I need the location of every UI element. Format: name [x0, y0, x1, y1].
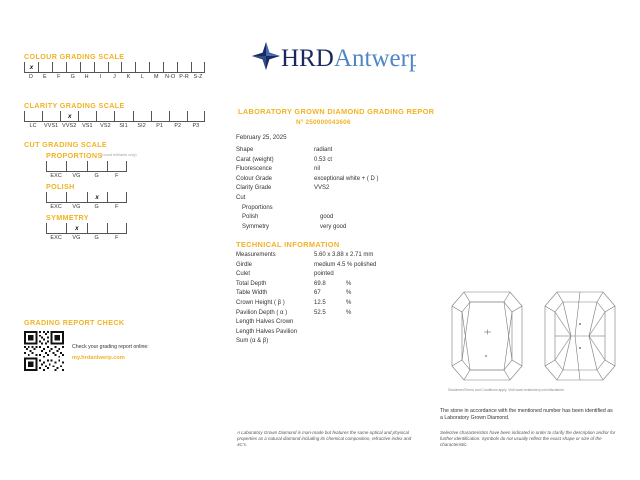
symmetry-scale-label-exc: EXC [50, 235, 62, 241]
report-row [236, 195, 430, 205]
report-key: Fluorescence [236, 166, 273, 173]
colour-scale-label-l: L [140, 74, 144, 80]
polish-title: POLISH [46, 182, 75, 191]
colour-grading-scale [24, 62, 205, 80]
clarity-scale-bar [24, 111, 205, 122]
technical-value: 52.5 [314, 309, 326, 316]
report-value: VVS2 [314, 185, 330, 192]
clarity-scale-cell-lc [24, 111, 42, 122]
report-key: Symmetry [242, 223, 269, 230]
lab-grown-disclaimer: A Laboratory Grown Diamond is man-made but features the same optical and physical properties as a natural diamond including its chemical composition, refractive index and 4C's. [237, 430, 412, 447]
clarity-scale-label-p3: P3 [192, 123, 200, 129]
report-date: February 25, 2025 [236, 134, 287, 141]
technical-value: medium 4.5 % polished [314, 261, 377, 268]
colour-scale-bar [24, 62, 205, 73]
report-value: radiant [314, 147, 333, 153]
report-row [236, 214, 430, 224]
colour-scale-cell-k [121, 62, 135, 73]
report-details-table [236, 147, 430, 233]
technical-key: Culet [236, 271, 251, 278]
polish-scale-cell-exc [46, 192, 66, 203]
technical-row [236, 281, 351, 291]
diamond-pavilion-diagram [541, 288, 619, 389]
colour-scale-cell-j [108, 62, 122, 73]
technical-information-table [236, 252, 377, 348]
polish-scale-label-exc: EXC [50, 204, 62, 210]
colour-scale-label-f: F [57, 74, 61, 80]
polish-scale [46, 192, 127, 210]
colour-scale-label-s-z: S-Z [193, 74, 203, 80]
report-value: 0.53 ct [314, 156, 333, 163]
polish-scale-bar [46, 192, 127, 203]
technical-row [236, 319, 351, 329]
technical-key: Length Halves Pavilion [236, 328, 298, 335]
colour-scale-label-g: G [70, 74, 75, 80]
diamond-crown-diagram [448, 288, 526, 389]
hrd-antwerp-logo [251, 40, 416, 79]
proportions-scale-label-vg: VG [72, 173, 81, 179]
colour-scale-label-j: J [113, 74, 116, 80]
technical-unit: % [346, 280, 352, 287]
colour-scale-cell-i [94, 62, 108, 73]
polish-scale-cell-f [107, 192, 127, 203]
colour-scale-labels [24, 74, 205, 80]
clarity-scale-label-p1: P1 [156, 123, 164, 129]
qr-instruction-text: Check your grading report online: [72, 344, 149, 350]
colour-scale-cell-n-o [163, 62, 177, 73]
grading-report-link[interactable]: my.hrdantwerp.com [72, 355, 125, 361]
report-row [236, 176, 430, 186]
polish-scale-cell-g [87, 192, 107, 203]
pavilion-diagram-svg [541, 288, 619, 384]
colour-scale-label-m: M [153, 74, 159, 80]
symmetry-scale-labels [46, 235, 127, 241]
logo-hrd: HRD [281, 45, 334, 72]
technical-row [236, 261, 377, 272]
report-key: Colour Grade [236, 175, 273, 182]
report-row [236, 205, 430, 215]
symmetry-scale-cell-g [87, 223, 107, 234]
proportions-scale-label-exc: EXC [50, 173, 62, 179]
proportions-scale-labels [46, 173, 127, 179]
report-row [236, 166, 430, 176]
colour-scale-label-p-r: P-R [179, 74, 189, 80]
clarity-scale-label-si2: SI2 [137, 123, 146, 129]
polish-scale-label-g: G [94, 204, 99, 210]
grading-report-check-title: GRADING REPORT CHECK [24, 318, 125, 327]
clarity-scale-label-vvs1: VVS1 [44, 123, 59, 129]
qr-code-svg [24, 331, 64, 371]
colour-scale-label-n-o: N-O [165, 74, 176, 80]
clarity-scale-cell-p3 [187, 111, 205, 122]
technical-key: Girdle [236, 261, 253, 268]
symmetry-scale [46, 223, 127, 241]
clarity-scale-label-si1: SI1 [119, 123, 128, 129]
colour-scale-cell-m [149, 62, 163, 73]
report-value: exceptional white + ( D ) [314, 175, 379, 182]
technical-key: Crown Height ( β ) [236, 299, 285, 306]
clarity-scale-label-vs1: VS1 [82, 123, 93, 129]
technical-value: 69.8 [314, 280, 326, 287]
technical-row [236, 338, 351, 348]
clarity-scale-cell-si2 [133, 111, 151, 122]
technical-row [236, 329, 351, 339]
proportions-scale-cell-g [87, 161, 107, 172]
colour-scale-label-i: I [99, 74, 102, 80]
colour-scale-cell-g [66, 62, 80, 73]
report-value: nil [314, 166, 321, 173]
polish-scale-cell-vg [66, 192, 86, 203]
clarity-scale-mark: x [68, 112, 72, 120]
colour-scale-cell-l [135, 62, 149, 73]
clarity-scale-title: CLARITY GRADING SCALE [24, 101, 125, 110]
clarity-scale-labels [24, 123, 205, 129]
clarity-scale-cell-vs1 [78, 111, 96, 122]
proportions-scale-cell-vg [66, 161, 86, 172]
technical-key: Length Halves Crown [236, 319, 294, 326]
symmetry-scale-mark: x [75, 224, 79, 232]
report-key: Cut [236, 194, 246, 201]
cut-scale-title: CUT GRADING SCALE [24, 140, 108, 149]
identification-note: The stone in accordance with the mentioned number has been identified as a Laboratory Grown Diamond. [440, 408, 613, 421]
polish-scale-label-f: F [115, 204, 119, 210]
proportions-scale-label-g: G [94, 173, 99, 179]
technical-key: Total Depth [236, 280, 267, 287]
polish-scale-labels [46, 204, 127, 210]
logo-svg [251, 40, 416, 74]
report-row [236, 147, 430, 157]
clarity-scale-label-vs2: VS2 [100, 123, 111, 129]
colour-scale-title: COLOUR GRADING SCALE [24, 52, 125, 61]
clarity-scale-cell-p1 [151, 111, 169, 122]
diamond-star-icon [252, 42, 280, 70]
report-row [236, 185, 430, 195]
clarity-scale-cell-vvs2 [60, 111, 78, 122]
technical-row [236, 300, 351, 310]
crown-diagram-svg [448, 288, 526, 384]
colour-scale-cell-d [24, 62, 38, 73]
report-title: LABORATORY GROWN DIAMOND GRADING REPOR [238, 107, 435, 116]
proportions-scale-label-f: F [115, 173, 119, 179]
technical-key: Sum (α & β) [236, 338, 269, 345]
colour-scale-mark: x [29, 63, 34, 71]
symmetry-scale-cell-exc [46, 223, 66, 234]
colour-scale-label-k: K [126, 74, 131, 80]
technical-value: 67 [314, 290, 321, 297]
proportions-scale-cell-exc [46, 161, 66, 172]
symmetry-scale-label-f: F [115, 235, 119, 241]
report-row [236, 224, 430, 234]
logo-antwerp: Antwerp [334, 45, 416, 72]
technical-row [236, 290, 351, 300]
clarity-scale-cell-p2 [169, 111, 187, 122]
clarity-scale-cell-vs2 [96, 111, 114, 122]
clarity-scale-cell-si1 [114, 111, 132, 122]
technical-row [236, 310, 351, 320]
colour-scale-cell-s-z [191, 62, 205, 73]
polish-scale-mark: x [95, 193, 99, 201]
report-key: Clarity Grade [236, 185, 272, 192]
symmetry-scale-bar [46, 223, 127, 234]
symmetry-scale-cell-vg [66, 223, 86, 234]
proportions-note: (round brilliants only) [101, 153, 137, 157]
report-key: Shape [236, 147, 254, 153]
report-key: Carat (weight) [236, 156, 274, 163]
report-value: good [320, 214, 334, 221]
symmetry-scale-label-vg: VG [72, 235, 81, 241]
proportions-scale-bar [46, 161, 127, 172]
colour-scale-label-e: E [43, 74, 47, 80]
selective-characteristics-disclaimer: Selective characteristics have been indicated in order to clarify the description and/or for further identification. Symbols do not usually reflect the exact shape or size of the characteristic. [440, 430, 616, 447]
colour-scale-cell-e [38, 62, 52, 73]
symmetry-scale-label-g: G [94, 235, 99, 241]
clarity-scale-label-vvs2: VVS2 [62, 123, 77, 129]
technical-unit: % [346, 309, 352, 316]
clarity-scale-cell-vvs1 [42, 111, 60, 122]
colour-scale-label-h: H [84, 74, 89, 80]
report-value: very good [320, 223, 347, 230]
technical-value: 12.5 [314, 299, 326, 306]
technical-row [236, 252, 374, 262]
diagram-mini-disclaimer: Disclaimer/Terms and Conditions apply. Visit www.hrdantwerp.com/disclaimer [448, 388, 565, 392]
technical-unit: % [346, 290, 352, 297]
proportions-title: PROPORTIONS [46, 151, 103, 160]
proportions-scale-cell-f [107, 161, 127, 172]
colour-scale-label-d: D [28, 74, 33, 80]
technical-key: Measurements [236, 252, 276, 258]
technical-row [236, 271, 351, 281]
technical-value: 5.60 x 3.88 x 2.71 mm [314, 252, 374, 258]
symmetry-title: SYMMETRY [46, 213, 89, 222]
clarity-grading-scale [24, 111, 205, 129]
proportions-scale [46, 161, 127, 179]
report-row [236, 157, 430, 167]
report-key: Proportions [242, 204, 273, 211]
colour-scale-cell-f [52, 62, 66, 73]
report-number: N° 250000043606 [296, 119, 351, 126]
clarity-scale-label-p2: P2 [174, 123, 182, 129]
technical-unit: % [346, 299, 352, 306]
colour-scale-cell-p-r [177, 62, 191, 73]
clarity-scale-label-lc: LC [29, 123, 37, 129]
report-key: Polish [242, 214, 259, 221]
qr-code[interactable] [24, 331, 64, 371]
polish-scale-label-vg: VG [72, 204, 81, 210]
technical-key: Pavilion Depth ( α ) [236, 309, 288, 316]
technical-information-title: TECHNICAL INFORMATION [236, 240, 340, 249]
symmetry-scale-cell-f [107, 223, 127, 234]
colour-scale-cell-h [80, 62, 94, 73]
technical-value: pointed [314, 271, 334, 278]
technical-key: Table Width [236, 290, 268, 297]
